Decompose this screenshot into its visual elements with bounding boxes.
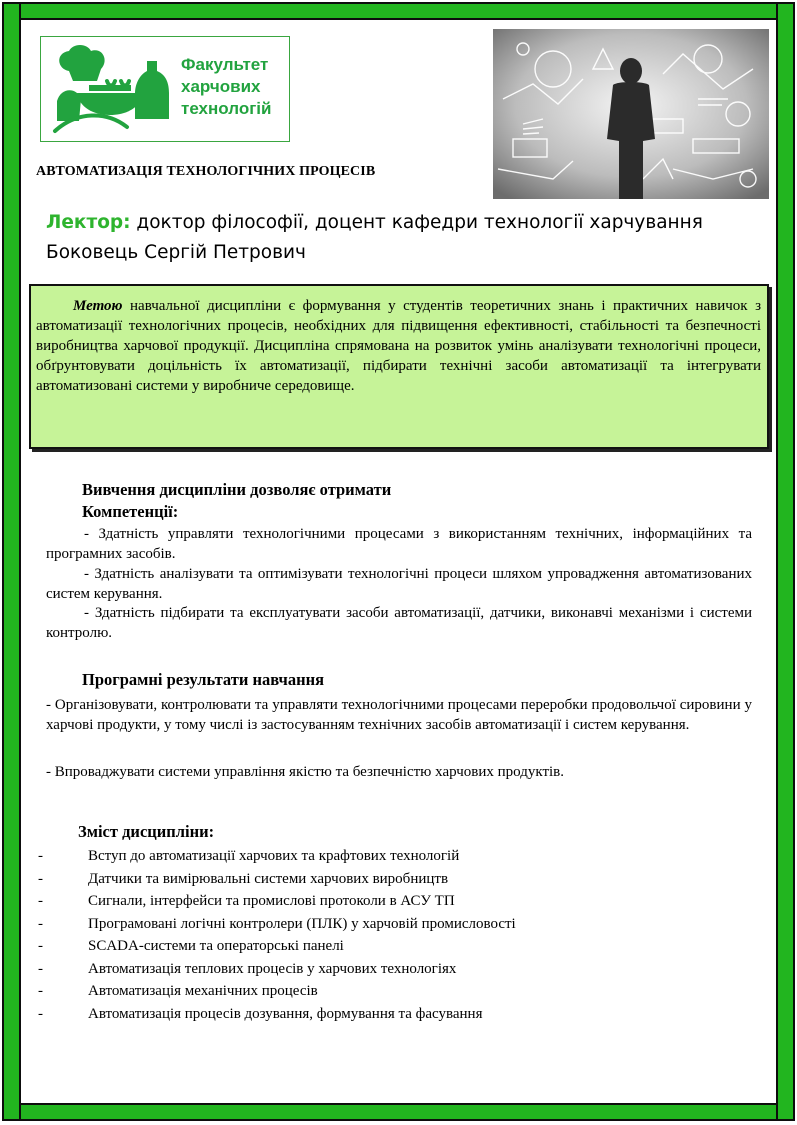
content-list-item — [38, 980, 516, 1003]
competence-item: - Здатність аналізувати та оптимізувати технологічні процеси шляхом упровадження автоматизованих систем керування. — [46, 566, 752, 602]
result-item: - Організовувати, контролювати та управляти технологічними процесами переробки продовольчої сировини у харчові продукти, у тому числі із застосуванням технічних засобів автоматизації і систем керування. — [46, 697, 752, 733]
content-item-text: Автоматизація теплових процесів у харчових технологіях — [88, 960, 457, 977]
results-heading: Програмні результати навчання — [82, 670, 325, 689]
content-item-text: Вступ до автоматизації харчових та крафтових технологій — [88, 848, 460, 864]
frame-top-bar — [2, 2, 795, 20]
header-photo — [493, 29, 769, 199]
list-dash: - — [38, 960, 43, 977]
goal-emphasis: Метою — [73, 298, 123, 314]
content-item-text: Автоматизація процесів дозування, формування та фасування — [88, 1005, 483, 1022]
list-dash: - — [38, 1005, 43, 1022]
content-list-item — [38, 913, 516, 936]
goal-text — [36, 296, 761, 396]
logo-text-line1: Факультет — [181, 55, 269, 74]
list-dash: - — [38, 870, 43, 887]
competences-heading-line1: Вивчення дисципліни дозволяє отримати — [82, 480, 392, 499]
competences-heading-line2: Компетенції: — [82, 502, 179, 521]
list-dash: - — [38, 983, 43, 999]
content-item-text: Програмовані логічні контролери (ПЛК) у харчовій промисловості — [88, 915, 516, 932]
goal-body: навчальної дисципліни є формування у студентів теоретичних знань і практичних навичок з автоматизації технологічних процесів, необхідних для підвищення ефективності, стабільності та безпечності виробництва харчової продукції. Дисципліна спрямована на розвиток умінь аналізувати технологічні процеси, обґрунтовувати доцільність їх автоматизації, підбирати технічні засоби автоматизації та інтегрувати автоматизовані системи у виробниче середовище. — [36, 298, 761, 394]
list-dash: - — [38, 848, 43, 864]
list-dash: - — [38, 915, 43, 932]
content-list-item — [38, 845, 516, 868]
logo-text-line2: харчових — [181, 77, 261, 96]
frame-right-bar — [776, 2, 795, 1121]
lector-text: доктор філософії, доцент кафедри технології харчування Боковець Сергій Петрович — [46, 212, 703, 263]
logo-text-line3: технологій — [181, 99, 272, 118]
faculty-logo — [40, 36, 290, 142]
content-list-item — [38, 958, 516, 981]
content-list-item — [38, 1003, 516, 1026]
content-list-item — [38, 890, 516, 913]
goal-box — [29, 284, 769, 449]
competence-item: - Здатність підбирати та експлуатувати засоби автоматизації, датчики, виконавчі механізми і системи контролю. — [46, 605, 752, 641]
list-dash: - — [38, 938, 43, 954]
content-item-text: SCADA-системи та операторські панелі — [88, 938, 344, 954]
content-item-text: Датчики та вимірювальні системи харчових виробництв — [88, 870, 449, 887]
content-list — [38, 845, 516, 1025]
list-dash: - — [38, 893, 43, 909]
content-heading: Зміст дисципліни: — [78, 822, 215, 841]
chef-food-icon — [47, 41, 177, 139]
frame-bottom-bar — [2, 1103, 795, 1121]
competence-item: - Здатність управляти технологічними процесами з використанням технічних, інформаційних та програмних засобів. — [46, 526, 752, 562]
content-item-text: Автоматизація механічних процесів — [88, 983, 318, 999]
lector-info — [46, 208, 746, 268]
course-title: АВТОМАТИЗАЦІЯ ТЕХНОЛОГІЧНИХ ПРОЦЕСІВ — [36, 164, 376, 179]
result-item: - Впроваджувати системи управління якістю та безпечністю харчових продуктів. — [46, 764, 565, 780]
content-list-item — [38, 868, 516, 891]
lector-label: Лектор: — [46, 212, 131, 233]
content-list-item — [38, 935, 516, 958]
content-item-text: Сигнали, інтерфейси та промислові протоколи в АСУ ТП — [88, 893, 455, 909]
frame-left-bar — [2, 2, 21, 1121]
